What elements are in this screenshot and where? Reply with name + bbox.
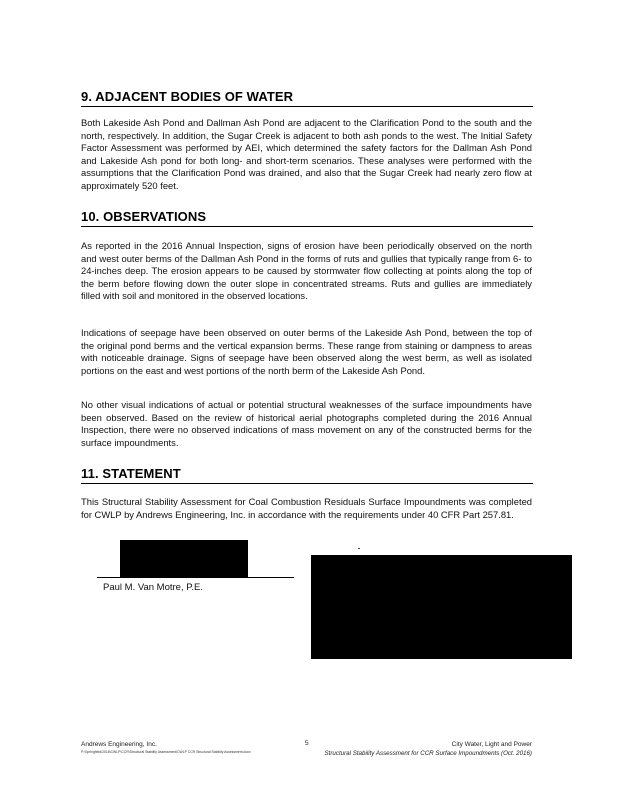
section-11-paragraph: This Structural Stability Assessment for Coal Combustion Residuals Surface Impoundments was completed for CWLP by Andrews Engineering, Inc. in accordance with the requirements under 40 CFR Part 257.81. — [81, 496, 532, 520]
signer-name: Paul M. Van Motre, P.E. — [103, 582, 203, 593]
scan-speck — [358, 548, 360, 549]
signature-line — [97, 577, 294, 578]
footer-company: Andrews Engineering, Inc. — [81, 741, 157, 748]
redacted-pe-seal — [311, 555, 572, 659]
section-10-heading: 10. OBSERVATIONS — [81, 209, 533, 227]
section-9-heading: 9. ADJACENT BODIES OF WATER — [81, 89, 533, 107]
footer-doc-title: Structural Stability Assessment for CCR Surface Impoundments (Oct. 2016) — [324, 750, 532, 757]
footer-right — [300, 740, 532, 758]
footer-page-number: 5 — [305, 740, 309, 747]
footer-left — [81, 740, 281, 756]
section-10-paragraph-1: As reported in the 2016 Annual Inspection, signs of erosion have been periodically observed on the north and west outer berms of the Dallman Ash Pond in the forms of ruts and gullies that typically range from 6- to 24-inches deep. The erosion appears to be caused by stormwater flow collecting at points along the top of the berm before flowing down the outer slope in concentrated streams. Ruts and gullies are immediately filled with soil and monitored in the observed locations. — [81, 240, 532, 302]
footer-file-path: P:\Springfield\2016\CWLP\CCR\Structural Stability Assessment\CWLP CCR Structural Stability Assessment.docx — [81, 750, 251, 754]
section-11-heading: 11. STATEMENT — [81, 466, 533, 484]
section-10-paragraph-3: No other visual indications of actual or potential structural weaknesses of the surface impoundments have been observed. Based on the review of historical aerial photographs completed during the 2016 Annual Inspection, there were no observed indications of mass movement on any of the constructed berms for the surface impoundments. — [81, 399, 532, 448]
section-9-paragraph: Both Lakeside Ash Pond and Dallman Ash Pond are adjacent to the Clarification Pond to the south and the north, respectively. In addition, the Sugar Creek is adjacent to both ash ponds to the west. The Initial Safety Factor Assessment was performed by AEI, which determined the safety factors for the Dallman Ash Pond and Lakeside Ash pond for both long- and short-term scenarios. These analyses were performed with the assumptions that the Clarification Pond was drained, and also that the Sugar Creek had nearly zero flow at approximately 520 feet. — [81, 117, 532, 191]
footer-client: City Water, Light and Power — [451, 741, 532, 748]
section-10-paragraph-2: Indications of seepage have been observed on outer berms of the Lakeside Ash Pond, between the top of the original pond berms and the vertical expansion berms. These range from staining or dampness to areas with noticeable drainage. Signs of seepage have been observed along the west berm, as well as isolated portions on the east and west portions of the north berm of the Lakeside Ash Pond. — [81, 327, 532, 376]
redacted-signature — [120, 540, 248, 578]
